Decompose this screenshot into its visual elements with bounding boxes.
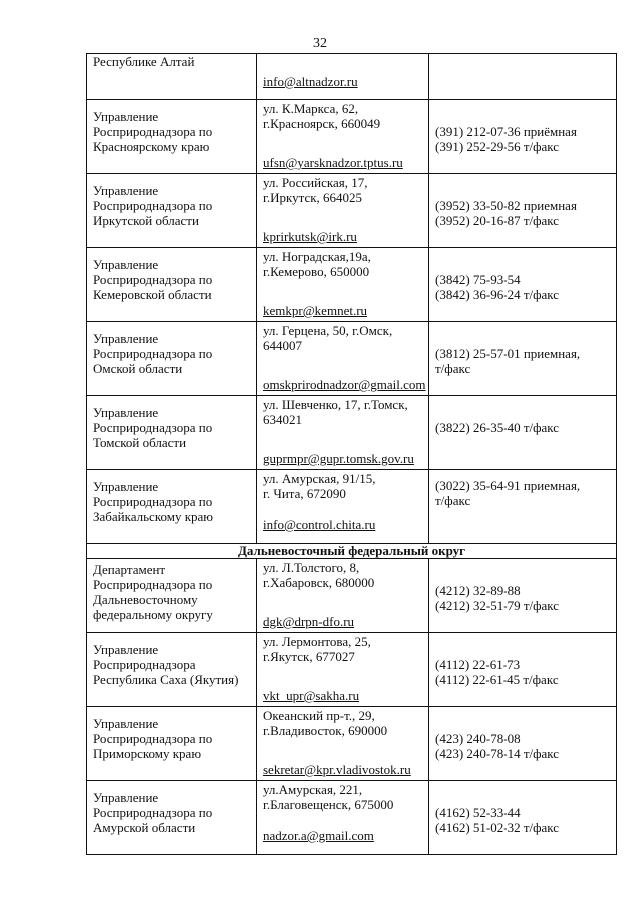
email-link[interactable]: omskprirodnadzor@gmail.com	[263, 377, 426, 392]
table-row	[87, 174, 617, 248]
org-name: Департамент Росприроднадзора по Дальневосточному федеральному округу	[93, 562, 213, 622]
email-link[interactable]: ufsn@yarsknadzor.tptus.ru	[263, 155, 403, 170]
org-name: Управление Росприроднадзора по Красноярскому краю	[93, 109, 213, 154]
org-cell	[87, 707, 257, 781]
street-address: ул. Лермонтова, 25, г.Якутск, 677027	[263, 634, 371, 664]
phone-numbers	[429, 54, 616, 72]
table-row	[87, 100, 617, 174]
org-name: Управление Росприроднадзора по Иркутской области	[93, 183, 213, 228]
address-cell	[257, 707, 429, 781]
address-cell	[257, 559, 429, 633]
section-header: Дальневосточный федеральный округ	[87, 544, 617, 559]
address-cell	[257, 322, 429, 396]
street-address: ул. Л.Толстого, 8, г.Хабаровск, 680000	[263, 560, 375, 590]
phone-cell	[429, 633, 617, 707]
email-link[interactable]: kemkpr@kemnet.ru	[263, 303, 368, 318]
email-link[interactable]: vkt_upr@sakha.ru	[263, 688, 360, 703]
org-name: Управление Росприроднадзора по Забайкальскому краю	[93, 479, 213, 524]
street-address: ул. Шевченко, 17, г.Томск, 634021	[263, 397, 408, 427]
email-link[interactable]: guprmpr@gupr.tomsk.gov.ru	[263, 451, 414, 466]
phone-numbers: (3022) 35-64-91 приемная, т/факс	[435, 478, 581, 508]
phone-cell	[429, 248, 617, 322]
contacts-table	[86, 53, 617, 855]
email-link[interactable]: kprirkutsk@irk.ru	[263, 229, 357, 244]
street-address: ул. Амурская, 91/15, г. Чита, 672090	[263, 471, 376, 501]
org-name: Управление Росприроднадзора по Амурской области	[93, 790, 213, 835]
org-name: Управление Росприроднадзора по Омской области	[93, 331, 213, 376]
email-link[interactable]: dgk@drpn-dfo.ru	[263, 614, 355, 629]
org-cell	[87, 396, 257, 470]
phone-numbers: (3952) 33-50-82 приемная (3952) 20-16-87 т/факс	[435, 198, 577, 228]
street-address: ул.Амурская, 221, г.Благовещенск, 675000	[263, 782, 394, 812]
table-row	[87, 559, 617, 633]
address-cell	[257, 54, 429, 100]
email-link[interactable]: sekretar@kpr.vladivostok.ru	[263, 762, 411, 777]
street-address: ул. Ноградская,19а, г.Кемерово, 650000	[263, 249, 371, 279]
org-cell	[87, 174, 257, 248]
phone-cell	[429, 707, 617, 781]
address-cell	[257, 174, 429, 248]
page-number: 32	[313, 36, 327, 51]
table-row	[87, 322, 617, 396]
table-row	[87, 248, 617, 322]
street-address: ул. Герцена, 50, г.Омск, 644007	[263, 323, 393, 353]
table-row	[87, 707, 617, 781]
org-name: Управление Росприроднадзора Республика Саха (Якутия)	[93, 642, 239, 687]
phone-cell	[429, 559, 617, 633]
email-link[interactable]: info@altnadzor.ru	[263, 74, 358, 89]
table-row	[87, 781, 617, 855]
phone-numbers: (4212) 32-89-88 (4212) 32-51-79 т/факс	[435, 583, 560, 613]
phone-numbers: (3822) 26-35-40 т/факс	[435, 420, 560, 435]
org-cell	[87, 100, 257, 174]
address-cell	[257, 470, 429, 544]
email-link[interactable]: info@control.chita.ru	[263, 517, 376, 532]
org-cell	[87, 54, 257, 100]
address-cell	[257, 633, 429, 707]
phone-numbers: (423) 240-78-08 (423) 240-78-14 т/факс	[435, 731, 560, 761]
table-row	[87, 54, 617, 100]
table-row	[87, 470, 617, 544]
phone-numbers: (4162) 52-33-44 (4162) 51-02-32 т/факс	[435, 805, 560, 835]
org-cell	[87, 322, 257, 396]
table-row	[87, 396, 617, 470]
address-cell	[257, 100, 429, 174]
phone-cell	[429, 396, 617, 470]
email-link[interactable]: nadzor.a@gmail.com	[263, 828, 374, 843]
phone-cell	[429, 54, 617, 100]
phone-cell	[429, 322, 617, 396]
phone-numbers: (4112) 22-61-73 (4112) 22-61-45 т/факс	[435, 657, 559, 687]
address-cell	[257, 781, 429, 855]
org-name: Управление Росприроднадзора по Томской области	[93, 405, 213, 450]
org-name: Управление Росприроднадзора по Кемеровской области	[93, 257, 213, 302]
org-name: Республике Алтай	[93, 54, 195, 69]
address-cell	[257, 248, 429, 322]
org-cell	[87, 633, 257, 707]
address-cell	[257, 396, 429, 470]
phone-cell	[429, 470, 617, 544]
street-address: ул. К.Маркса, 62, г.Красноярск, 660049	[263, 101, 381, 131]
phone-cell	[429, 100, 617, 174]
phone-cell	[429, 781, 617, 855]
org-cell	[87, 248, 257, 322]
phone-numbers: (3812) 25-57-01 приемная, т/факс	[435, 346, 581, 376]
phone-cell	[429, 174, 617, 248]
street-address: ул. Российская, 17, г.Иркутск, 664025	[263, 175, 368, 205]
section-header-row	[87, 544, 617, 559]
table-row	[87, 633, 617, 707]
phone-numbers: (391) 212-07-36 приёмная (391) 252-29-56 т/факс	[435, 124, 577, 154]
street-address: Океанский пр-т., 29, г.Владивосток, 690000	[263, 708, 388, 738]
org-name: Управление Росприроднадзора по Приморскому краю	[93, 716, 213, 761]
phone-numbers: (3842) 75-93-54 (3842) 36-96-24 т/факс	[435, 272, 560, 302]
org-cell	[87, 470, 257, 544]
org-cell	[87, 781, 257, 855]
org-cell	[87, 559, 257, 633]
